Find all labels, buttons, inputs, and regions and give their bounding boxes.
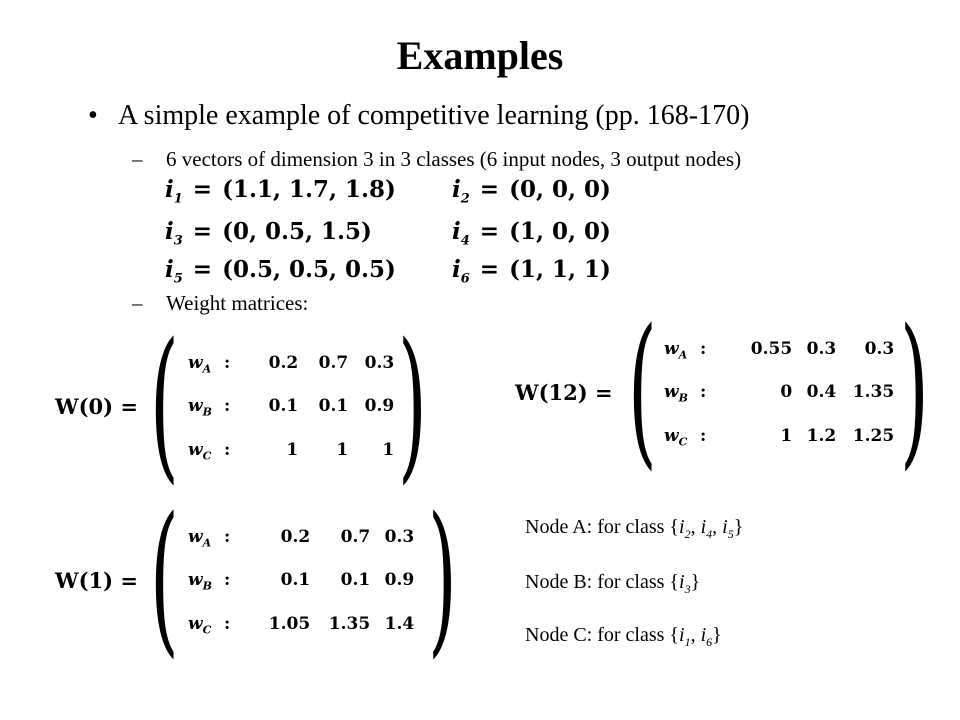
vector-i4: $i_4 = (1$, 0, 0): [452, 218, 611, 249]
node-b-line: Node B: for class $\{i_3\}$: [525, 571, 701, 596]
matrix-w12-row-b: $w_B$ : 0 0.4 1.35: [664, 382, 895, 405]
matrix-w1-row-a: $w_A$ : 0.2 0.7 0.3: [188, 527, 415, 550]
bullet-main-text: A simple example of competitive learning (pp. 168-170): [118, 100, 750, 131]
matrix-w1-body: [188, 527, 414, 636]
matrix-w0-row-b: $w_B$ : 0.1 0.1 0.9: [188, 396, 395, 419]
matrix-w1-row-c: $w_C$ : 1.05 1.35 1.4: [188, 613, 415, 637]
vector-i3: $i_3 = (0$, 0.5, 1.5): [165, 218, 372, 249]
matrix-w12-body: [664, 339, 894, 448]
matrix-w12-label: W(12) =: [515, 380, 613, 405]
bullet-dot: •: [88, 100, 98, 131]
matrix-w0-body: [188, 353, 394, 462]
vector-i6: $i_6 = (1$, 1, 1): [452, 256, 611, 287]
vector-i5: $i_5 = (0.5$, 0.5, 0.5): [165, 256, 396, 287]
bullet-sub: [132, 147, 741, 172]
matrix-w0-row-a: $w_A$ : 0.2 0.7 0.3: [188, 353, 395, 376]
bullet-weights-text: Weight matrices:: [166, 291, 309, 315]
matrix-w1-left-paren: (: [150, 482, 179, 673]
bullet-dash: –: [132, 291, 143, 315]
vector-i1: $i_1 = (1.1$, 1.7, 1.8): [165, 176, 396, 207]
vector-i2: $i_2 = (0$, 0, 0): [452, 176, 611, 207]
matrix-w1-right-paren: ): [428, 482, 457, 673]
bullet-dash: –: [132, 147, 143, 171]
matrix-w0-row-c: $w_C$ : 1 1 1: [188, 439, 395, 463]
matrix-w0-right-paren: ): [398, 308, 427, 499]
bullet-main: [88, 100, 749, 132]
bullet-sub-text: 6 vectors of dimension 3 in 3 classes (6 input nodes, 3 output nodes): [166, 147, 742, 171]
matrix-w1-label: W(1) =: [55, 568, 138, 593]
node-a-line: Node A: for class {$i_2$, $i_4$, $i_5$}: [525, 516, 744, 541]
node-c-line: Node C: for class {$i_1$, $i_6$}: [525, 624, 722, 649]
slide-title: Examples: [396, 33, 564, 78]
matrix-w1-row-b: $w_B$ : 0.1 0.1 0.9: [188, 570, 415, 593]
matrix-w0-left-paren: (: [150, 308, 179, 499]
matrix-w12-right-paren: ): [900, 294, 929, 485]
matrix-w0-label: W(0) =: [55, 394, 138, 419]
matrix-w12-row-c: $w_C$ : 1 1.2 1.25: [664, 425, 895, 449]
matrix-w12-left-paren: (: [628, 294, 657, 485]
matrix-w12-row-a: $w_A$ : 0.55 0.3 0.3: [664, 339, 895, 362]
